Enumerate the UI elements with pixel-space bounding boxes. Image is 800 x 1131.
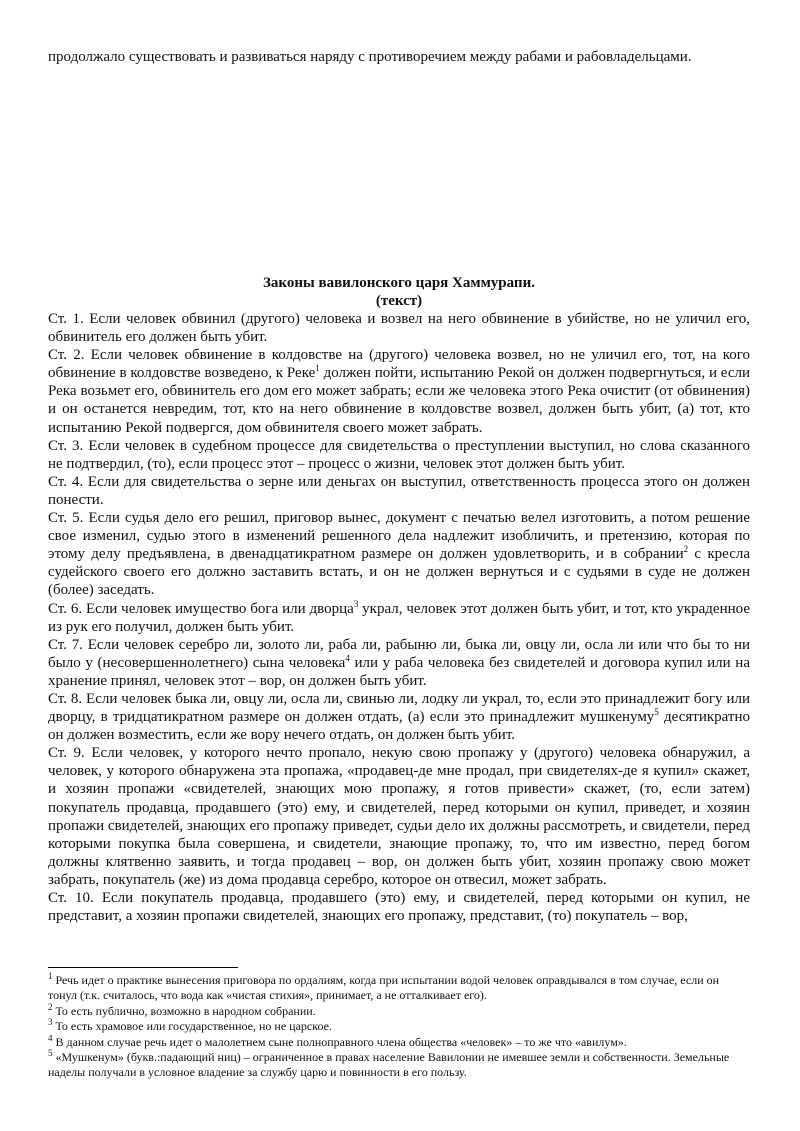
footnote-number: 5 [48, 1048, 53, 1059]
article-6-text: Ст. 6. Если человек имущество бога или дворца [48, 600, 354, 617]
article-6 [48, 600, 750, 636]
article-5-text-cont: с кресла судейского своего его должно заставить встать, и он не должен вернуться и с судьями в суде не должен (более) заседать. [48, 546, 750, 599]
article-7-text-cont: или у раба человека без свидетелей и договора купил или на хранение принял, человек этот – вор, он должен быть убит. [48, 654, 750, 689]
article-8-text-cont: десятикратно он должен возместить, если же вору нечего отдать, он должен быть убит. [48, 709, 750, 744]
heading [48, 274, 750, 310]
document-subtitle: (текст) [375, 293, 423, 309]
footnote-number: 1 [48, 971, 53, 981]
footnote-1 [48, 973, 750, 1004]
article-8 [48, 690, 750, 744]
article-8-text: Ст. 8. Если человек быка ли, овцу ли, осла ли, свинью ли, лодку ли украл, то, если это принадлежит богу или дворцу, в тридцатикратном размере он должен отдать, (а) если это принадлежит мушкенуму [48, 690, 750, 726]
articles-body [48, 310, 750, 925]
article-4: Ст. 4. Если для свидетельства о зерне или деньгах он выступил, ответственность процесса этого он должен понести. [48, 473, 750, 508]
footnote-ref-4[interactable]: 4 [345, 652, 350, 663]
document-title: Законы вавилонского царя Хаммурапи. [263, 275, 535, 291]
footnote-text: То есть храмовое или государственное, но не царское. [52, 1019, 332, 1034]
footnote-number: 3 [48, 1017, 53, 1028]
continuation-text: продолжало существовать и развиваться наряду с противоречием между рабами и рабовладельцами. [48, 49, 692, 65]
article-6-text-cont: украл, человек этот должен быть убит, и тот, кто украденное из рук его получил, должен быть убит. [48, 600, 750, 635]
footnote-ref-5[interactable]: 5 [654, 707, 659, 718]
article-5 [48, 509, 750, 599]
footnote-ref-1[interactable]: 1 [315, 363, 320, 374]
article-2 [48, 346, 750, 436]
footnote-text: Речь идет о практике вынесения приговора по ордалиям, когда при испытании водой человек оправдывался в том случае, если он тонул (т.к. считалось, что вода как «чистая стихия», принимает, а не отталкивает его). [48, 973, 720, 1003]
footnote-2 [48, 1001, 750, 1019]
footnote-number: 4 [48, 1032, 53, 1043]
article-9: Ст. 9. Если человек, у которого нечто пропало, некую свою пропажу у (другого) человека обнаружил, а человек, у которого обнаружена эта пропажа, «продавец-де мне продал, при свидетелях-де я купил» скажет, и хозяин пропажи «свидетелей, знающих мою пропажу, я готов привести» скажет, (то, если затем) покупатель продавца, продавшего (это) ему, и свидетелей, перед которыми он купил, приведет, и хозяин пропажи свидетелей, знающих его пропажу приведет, судьи дело их должны рассмотреть, и свидетели, перед которыми покупка была совершена, и свидетели, знающие пропажу, то, что им известно, перед богом должны клятвенно заявить, и тогда продавец – вор, он должен быть убит, хозяин пропажу свою может забрать, покупатель (же) из дома продавца серебро, которое он отвесил, может забрать. [48, 745, 750, 888]
article-2-text: Ст. 2. Если человек обвинение в колдовстве на (другого) человека возвел, но не уличил его, тот, на кого обвинение в колдовстве возведено, к Реке [48, 347, 750, 382]
article-3: Ст. 3. Если человек в судебном процессе для свидетельства о преступлении выступил, но слова сказанного не подтвердил, (то), если процесс этот – процесс о жизни, человек этот должен быть убит. [48, 437, 750, 472]
footnote-4 [48, 1032, 750, 1050]
article-10: Ст. 10. Если покупатель продавца, продавшего (это) ему, и свидетелей, перед которыми он купил, не представит, а хозяин пропажи свидетелей, знающих его пропажу, представит, (то) покупатель – вор, [48, 890, 750, 925]
article-7 [48, 636, 750, 690]
footnote-text: «Мушкенум» (букв.:падающий ниц) – ограниченное в правах население Вавилонии не имевшее земли и собственности. Земельные наделы получали в условное владение за службу царю и повинности в его пользу. [48, 1050, 730, 1080]
footnote-separator [48, 967, 238, 968]
article-1: Ст. 1. Если человек обвинил (другого) человека и возвел на него обвинение в убийстве, но не уличил его, обвинитель его должен быть убит. [48, 311, 750, 346]
footnote-3 [48, 1019, 750, 1034]
footnote-text: В данном случае речь идет о малолетнем сыне полноправного члена общества «человек» – то же что «авилум». [52, 1034, 627, 1049]
footnote-5 [48, 1050, 750, 1081]
footnote-number: 2 [48, 1001, 53, 1012]
article-5-text: Ст. 5. Если судья дело его решил, приговор вынес, документ с печатью велел изготовить, а потом решение свое изменил, судью этого в изменений решенного дела надлежит изобличить, и претензию, которая по этому делу предъявлена, в двенадцатикратном размере он должен удовлетворить, и в собрании [48, 510, 750, 563]
footnotes [48, 973, 750, 1081]
footnote-ref-3[interactable]: 3 [353, 598, 359, 609]
article-7-text: Ст. 7. Если человек серебро ли, золото ли, раба ли, рабыню ли, быка ли, овцу ли, осла ли или что бы то ни было у (несовершеннолетнего) сына человека [48, 636, 750, 671]
article-2-text-cont: должен пойти, испытанию Рекой он должен подвергнуться, и если Река возьмет его, обвинитель его дом его может забрать; если же человека этого Река очистит (от обвинения) и он останется невредим, тот, кто на него обвинение в колдовстве возвел, должен быть убит, (а) тот, кто испытанию Рекой подвергся, дом обвинителя своего может забрать. [48, 365, 751, 436]
footnote-text: То есть публично, возможно в народном собрании. [52, 1003, 316, 1018]
footnote-ref-2[interactable]: 2 [683, 544, 689, 555]
